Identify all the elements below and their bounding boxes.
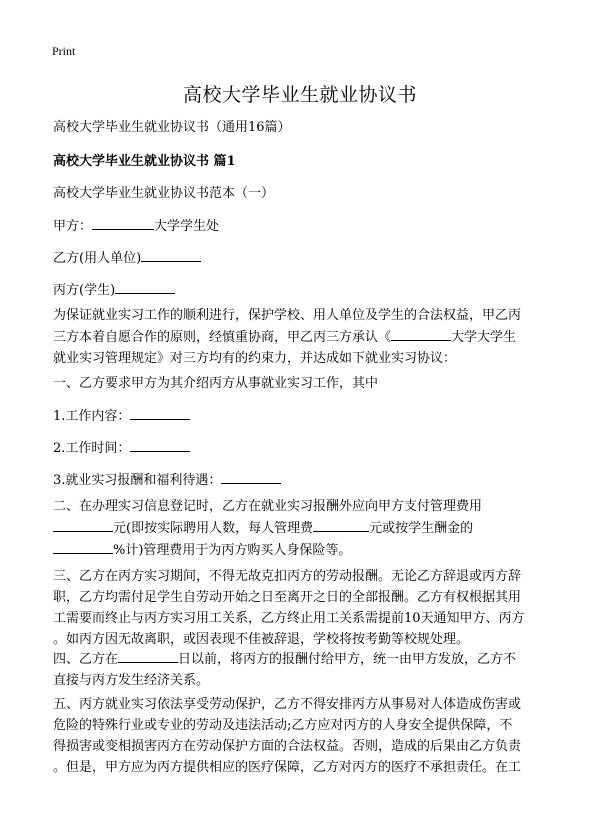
clause-2-line-2 [53, 517, 549, 539]
party-c-label: 丙方(学生) [53, 283, 116, 298]
item-3-blank [221, 469, 281, 484]
party-b-label: 乙方(用人单位) [53, 251, 142, 266]
clause-1-item-2 [53, 437, 549, 459]
clause-2-line-2-b: 元或按学生酬金的 [369, 521, 474, 536]
clause-5-line-3: 得损害或变相损害丙方在劳动保护方面的合法权益。否则，造成的后果由乙方负责 [53, 739, 522, 754]
clause-2-line-3-text: %计)管理费用于为丙方购买人身保险等。 [113, 543, 352, 558]
clause-2-line-2-a: 元(即按实际聘用人数，每人管理费 [113, 521, 314, 536]
party-b-blank [141, 247, 201, 262]
clause-4-line-1-b: 日以前，将丙方的报酬付给甲方，统一由甲方发放，乙方不 [178, 652, 517, 667]
clause-3-line-4: 。如丙方因无故离职，或因表现不佳被辞退，学校将按考勤等校规处理。 [53, 632, 470, 647]
pay-date-blank [118, 648, 178, 663]
item-2-blank [130, 437, 190, 452]
item-1-blank [130, 405, 190, 420]
party-b-line [53, 247, 549, 269]
intro-paragraph [53, 305, 549, 369]
party-c-line [53, 279, 549, 301]
item-3-label: 3.就业实习报酬和福利待遇： [53, 473, 222, 488]
intro-line-2-prefix: 三方本着自愿合作的原则，经慎重协商，甲乙丙三方承认《 [53, 330, 392, 345]
clause-1-item-1 [53, 405, 549, 427]
party-a-line [53, 215, 549, 237]
section-heading: 高校大学毕业生就业协议书 篇1 [53, 154, 236, 169]
clause-5-line-1: 五、丙方就业实习依法享受劳动保护，乙方不得安排丙方从事易对人体造成伤害或 [53, 697, 522, 712]
clause-4-line-2: 直接与丙方发生经济关系。 [53, 673, 210, 688]
fee-blank-3 [53, 539, 113, 554]
clause-4 [53, 648, 549, 691]
intro-line-3: 就业实习管理规定》对三方均有的约束力，并达成如下就业实习协议： [53, 351, 457, 366]
clause-3-line-1: 三、乙方在丙方实习期间，不得无故克扣丙方的劳动报酬。无论乙方辞退或丙方辞 [53, 569, 522, 584]
party-a-blank [92, 215, 154, 230]
clause-2-line-1: 二、在办理实习信息登记时，乙方在就业实习报酬外应向甲方支付管理费用 [53, 499, 483, 514]
page-title: 高校大学毕业生就业协议书 [182, 84, 417, 106]
clause-1: 一、乙方要求甲方为其介绍丙方从事就业实习工作，其中 [53, 376, 379, 391]
fee-blank-1 [53, 517, 113, 532]
clause-3-line-3: 工需要而终止与丙方实习用工关系，乙方终止用工关系需提前10天通知甲方、丙方 [53, 611, 525, 626]
clause-3-line-2: 职，乙方均需付足学生自劳动开始之日至离开之日的全部报酬。乙方有权根据其用 [53, 590, 522, 605]
intro-blank [391, 326, 451, 341]
intro-line-1: 为保证就业实习工作的顺利进行，保护学校、用人单位及学生的合法权益，甲乙丙 [53, 308, 522, 323]
clause-4-line-1-a: 四、乙方在 [53, 652, 119, 667]
document-subtitle: 高校大学毕业生就业协议书（通用16篇） [53, 120, 291, 135]
clause-4-line-1 [53, 648, 549, 670]
party-c-blank [115, 279, 175, 294]
clause-1-item-3 [53, 469, 549, 491]
clause-5-line-2: 危险的特殊行业或专业的劳动及违法活动;乙方应对丙方的人身安全提供保障，不 [53, 718, 513, 733]
fee-blank-2 [313, 517, 369, 532]
intro-line-2-suffix: 大学大学生 [451, 330, 517, 345]
item-1-label: 1.工作内容： [53, 409, 131, 424]
print-link[interactable]: Print [52, 44, 76, 58]
clause-2-line-3 [53, 539, 549, 561]
sample-heading: 高校大学毕业生就业协议书范本（一） [53, 186, 275, 201]
party-a-prefix: 甲方： [53, 219, 93, 234]
clause-3 [53, 566, 549, 650]
party-a-suffix: 大学学生处 [154, 219, 220, 234]
clause-5-line-4: 。但是，甲方应为丙方提供相应的医疗保障，乙方对丙方的医疗不承担责任。在工 [53, 760, 522, 775]
item-2-label: 2.工作时间： [53, 441, 131, 456]
clause-2 [53, 496, 549, 561]
intro-line-2 [53, 326, 549, 348]
clause-5 [53, 694, 549, 778]
